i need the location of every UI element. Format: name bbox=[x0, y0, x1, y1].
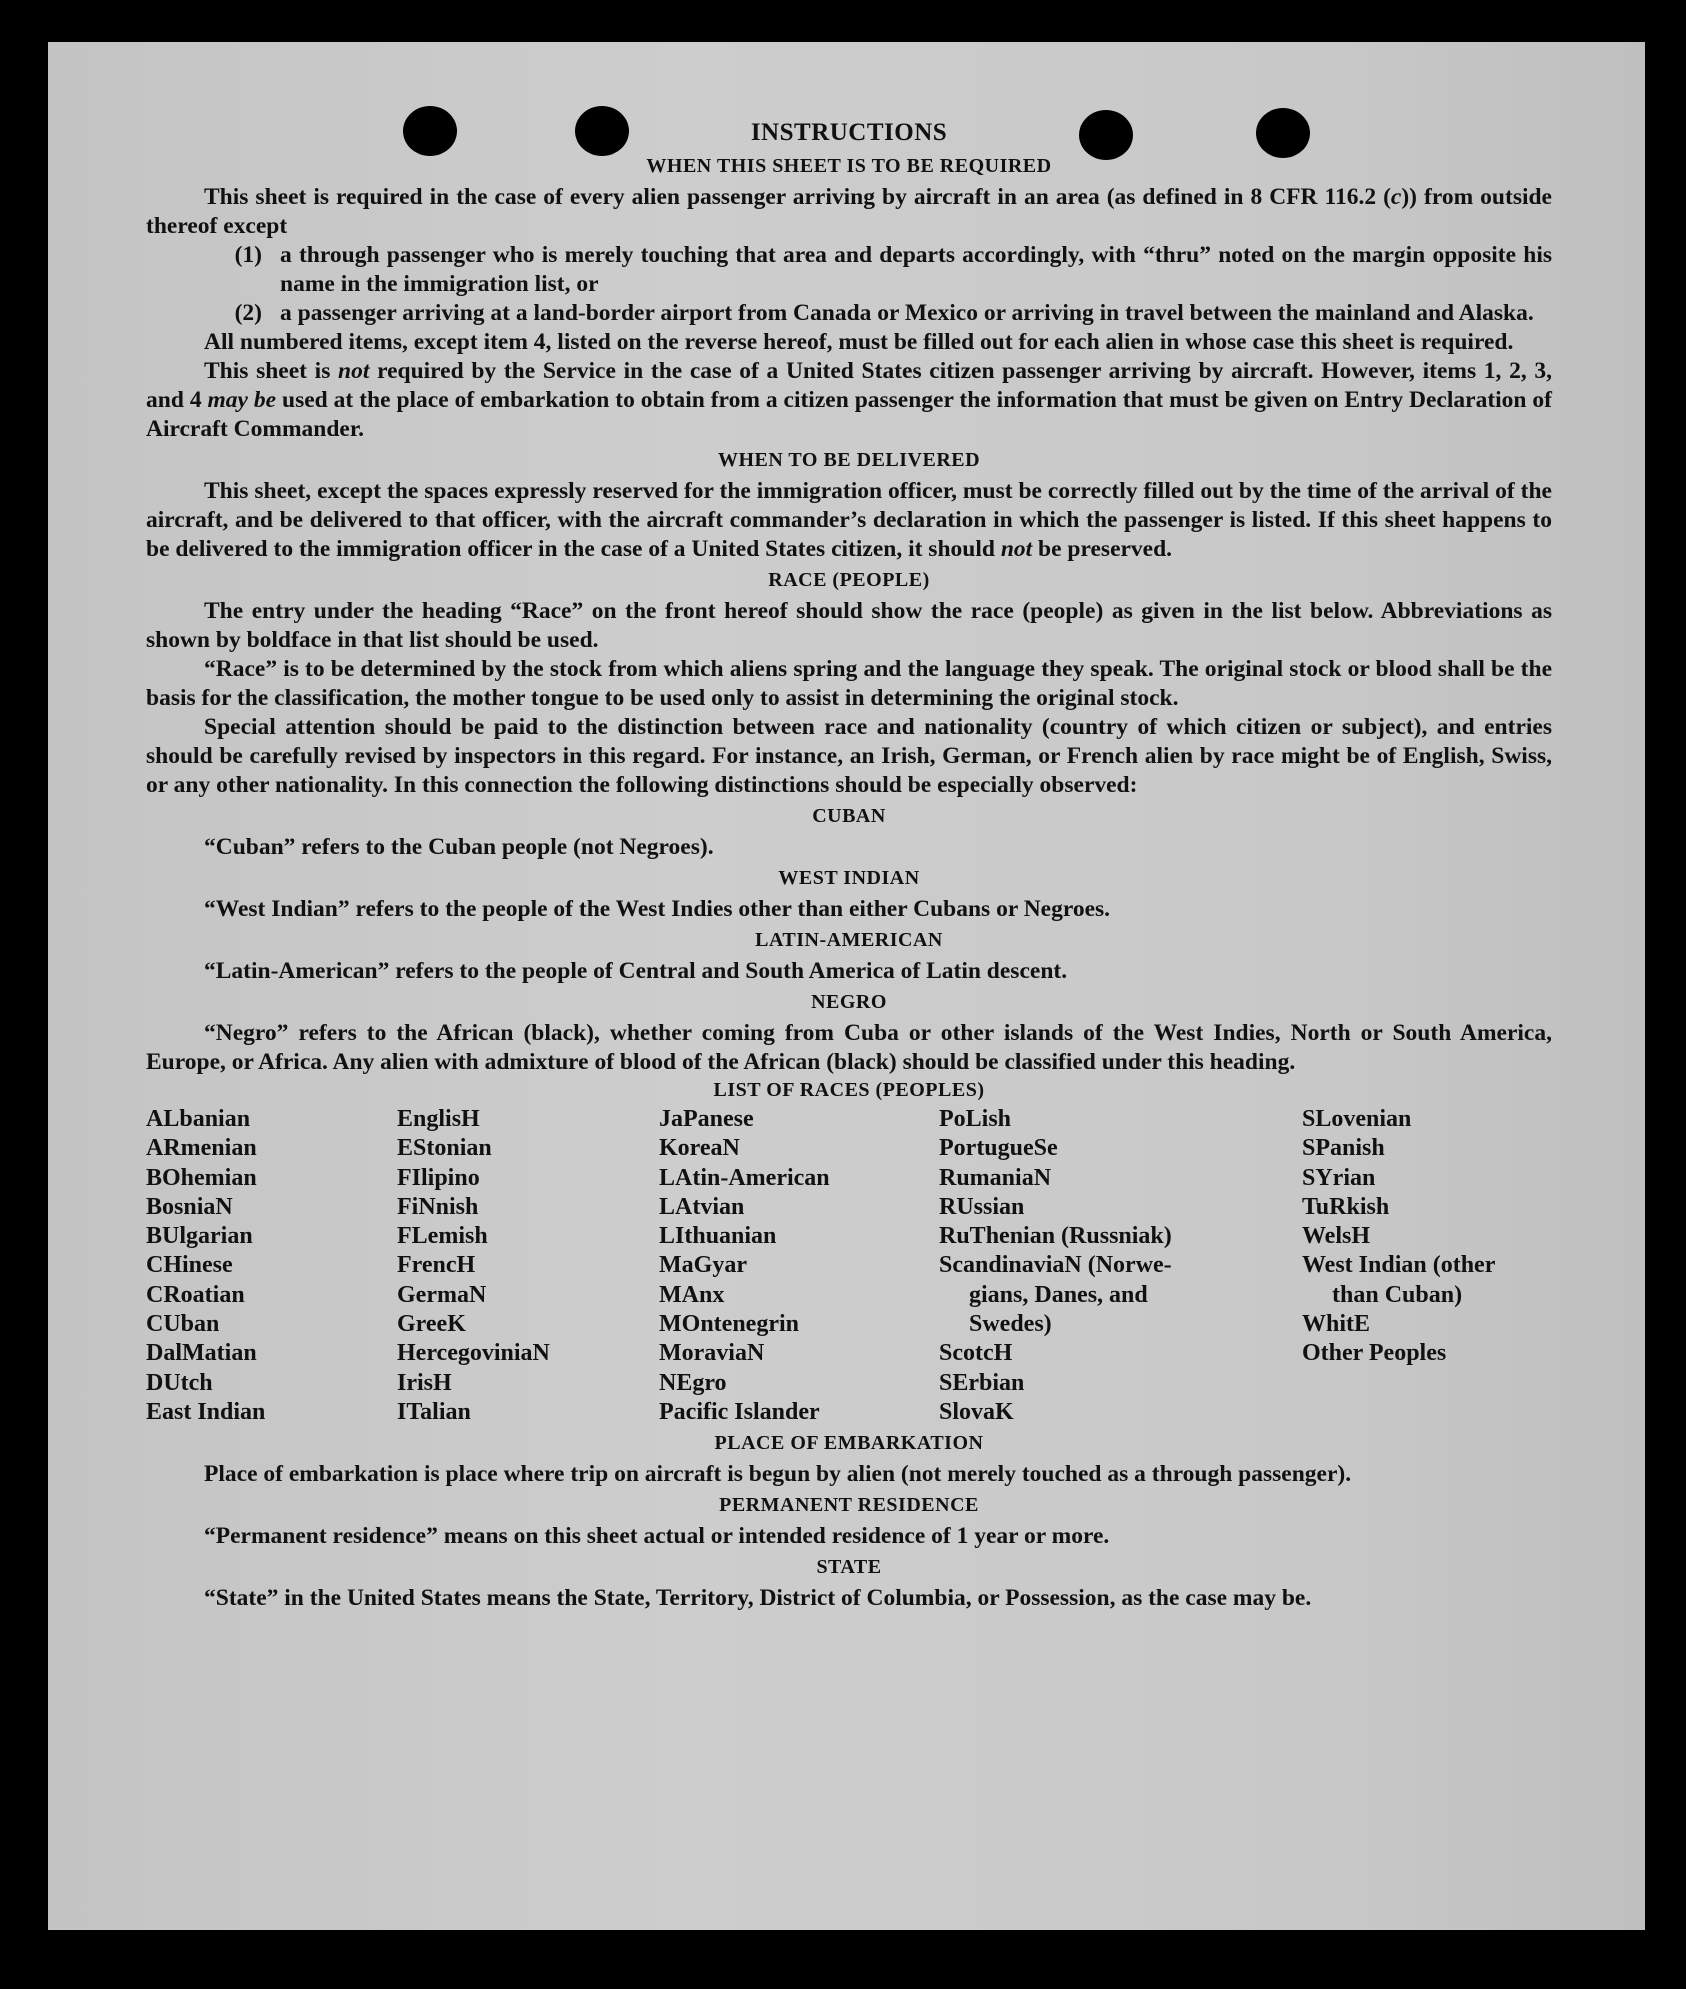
race-entry: WhitE bbox=[1302, 1311, 1371, 1338]
text: This sheet is required in the case of every alien passenger arriving by aircraft in an area (as defined in 8 CFR 116.2 ( bbox=[204, 184, 1391, 210]
races-column bbox=[1302, 1105, 1552, 1427]
race-entry: PoLish bbox=[939, 1106, 1012, 1132]
text: in that list should be used. bbox=[331, 627, 599, 653]
text: The entry under the heading “Race” on the front hereof should show the race (people) as given in the list below. Abbreviations as shown by bbox=[146, 598, 1552, 653]
race-entry: IrisH bbox=[397, 1369, 452, 1396]
text: c bbox=[1390, 184, 1402, 210]
item-text: a through passenger who is merely touching that area and departs accordingly, with “thru” noted on the margin opposite his name in the immigration list, or bbox=[280, 242, 1552, 297]
races-list bbox=[146, 1105, 1552, 1427]
race-entry: MoraviaN bbox=[659, 1340, 765, 1367]
race-entry: PortugueSe bbox=[939, 1135, 1058, 1162]
race-entry: Pacific Islander bbox=[659, 1398, 820, 1425]
races-column bbox=[659, 1105, 939, 1427]
race-entry: LIthuanian bbox=[659, 1223, 777, 1250]
race-entry: MAnx bbox=[659, 1281, 725, 1308]
race-entry: Other Peoples bbox=[1302, 1340, 1447, 1367]
race-entry: SPanish bbox=[1302, 1135, 1385, 1162]
race-entry: ScotcH bbox=[939, 1340, 1013, 1367]
paragraph: All numbered items, except item 4, listed on the reverse hereof, must be filled out for each alien in whose case this sheet is required. bbox=[204, 329, 1514, 355]
paragraph: Special attention should be paid to the distinction between race and nationality (country of which citizen or subject), and entries should be carefully revised by inspectors in this regard. For instance, an Irish, German, or French alien by race might be of English, Swiss, or any other nationality. In this connection the following distinctions should be especially observed: bbox=[146, 714, 1552, 798]
race-entry: CHinese bbox=[146, 1252, 233, 1279]
list-item bbox=[146, 299, 1552, 328]
text: This sheet, except the spaces expressly reserved for the immigration officer, must be correctly filled out by the time of the arrival of the aircraft, and be delivered to that officer, with the aircraft commander’s declaration in which the passenger is listed. If this sheet happens to be delivered to the immigration officer in the case of a United States citizen, it should bbox=[146, 478, 1552, 562]
race-entry: MOntenegrin bbox=[659, 1311, 799, 1338]
race-entry: SYrian bbox=[1302, 1164, 1376, 1191]
heading-state: STATE bbox=[816, 1556, 882, 1579]
race-entry: HercegoviniaN bbox=[397, 1340, 550, 1367]
race-entry: gians, Danes, and bbox=[969, 1281, 1148, 1308]
race-entry: SErbian bbox=[939, 1369, 1025, 1396]
text: be preserved. bbox=[1032, 536, 1173, 562]
race-entry: West Indian (other bbox=[1302, 1252, 1496, 1279]
races-column bbox=[397, 1105, 659, 1427]
race-entry: ALbanian bbox=[146, 1106, 251, 1132]
race-entry: FLemish bbox=[397, 1223, 488, 1250]
race-entry: ARmenian bbox=[146, 1135, 257, 1162]
race-entry: ITalian bbox=[397, 1398, 471, 1425]
paragraph: Place of embarkation is place where trip on aircraft is begun by alien (not merely touched as a through passenger). bbox=[204, 1461, 1352, 1488]
heading-list-of-races: LIST OF RACES (PEOPLES) bbox=[713, 1079, 985, 1101]
race-entry: CUban bbox=[146, 1311, 220, 1338]
race-entry: RuThenian (Russniak) bbox=[939, 1223, 1172, 1250]
text: This sheet is bbox=[204, 358, 339, 384]
races-column bbox=[146, 1105, 397, 1427]
races-column bbox=[939, 1105, 1302, 1427]
paragraph: “State” in the United States means the State, Territory, District of Columbia, or Possession, as the case may be. bbox=[204, 1585, 1312, 1612]
text: not bbox=[338, 358, 370, 384]
text: may be bbox=[207, 387, 277, 413]
race-entry: RumaniaN bbox=[939, 1164, 1052, 1191]
race-entry: GermaN bbox=[397, 1281, 487, 1308]
race-entry: East Indian bbox=[146, 1398, 266, 1425]
heading-when-delivered: WHEN TO BE DELIVERED bbox=[717, 449, 981, 471]
race-entry: Swedes) bbox=[969, 1311, 1052, 1338]
list-item bbox=[146, 241, 1552, 299]
race-entry: BUlgarian bbox=[146, 1223, 253, 1250]
race-entry: DalMatian bbox=[146, 1340, 257, 1367]
race-entry: BosniaN bbox=[146, 1193, 233, 1220]
instructions-content bbox=[146, 116, 1552, 1613]
paragraph bbox=[146, 357, 1552, 444]
heading-west-indian: WEST INDIAN bbox=[778, 867, 920, 889]
race-entry: ScandinaviaN (Norwe- bbox=[939, 1252, 1172, 1279]
race-entry: GreeK bbox=[397, 1311, 466, 1338]
item-text: a passenger arriving at a land-border airport from Canada or Mexico or arriving in travel between the mainland and Alaska. bbox=[280, 300, 1534, 326]
race-entry: CRoatian bbox=[146, 1281, 245, 1308]
item-number: (2) bbox=[234, 300, 262, 326]
race-entry: JaPanese bbox=[659, 1106, 754, 1132]
paragraph bbox=[146, 597, 1552, 655]
text: boldface bbox=[246, 627, 332, 653]
heading-when-required: WHEN THIS SHEET IS TO BE REQUIRED bbox=[646, 155, 1052, 177]
race-entry: EnglisH bbox=[397, 1106, 480, 1132]
text: )) from outside thereof except bbox=[146, 184, 1552, 239]
race-entry: WelsH bbox=[1302, 1223, 1371, 1250]
text: used at the place of embarkation to obtain from a citizen passenger the information that must be given on Entry Declaration of Aircraft Commander. bbox=[146, 387, 1553, 442]
page-title: INSTRUCTIONS bbox=[750, 119, 948, 146]
race-entry: NEgro bbox=[659, 1369, 727, 1396]
heading-race: RACE (PEOPLE) bbox=[768, 569, 930, 591]
paragraph bbox=[146, 183, 1552, 241]
race-entry: KoreaN bbox=[659, 1135, 740, 1162]
race-entry: MaGyar bbox=[659, 1252, 747, 1279]
paragraph: “Cuban” refers to the Cuban people (not Negroes). bbox=[204, 834, 714, 860]
race-entry: FiNnish bbox=[397, 1193, 479, 1220]
paragraph: “West Indian” refers to the people of the West Indies other than either Cubans or Negroes. bbox=[204, 896, 1111, 922]
paragraph: “Race” is to be determined by the stock from which aliens spring and the language they speak. The original stock or blood shall be the basis for the classification, the mother tongue to be used only to assist in determining the original stock. bbox=[146, 656, 1552, 711]
paragraph: “Negro” refers to the African (black), whether coming from Cuba or other islands of the West Indies, North or South America, Europe, or Africa. Any alien with admixture of blood of the African (black) should be classified under this heading. bbox=[146, 1020, 1552, 1075]
race-entry: TuRkish bbox=[1302, 1193, 1390, 1220]
item-number: (1) bbox=[234, 242, 262, 268]
race-entry: SLovenian bbox=[1302, 1106, 1412, 1132]
race-entry: FrencH bbox=[397, 1252, 476, 1279]
heading-cuban: CUBAN bbox=[812, 805, 886, 827]
race-entry: SlovaK bbox=[939, 1398, 1014, 1425]
paragraph: “Latin-American” refers to the people of Central and South America of Latin descent. bbox=[204, 958, 1068, 984]
paragraph: “Permanent residence” means on this sheet actual or intended residence of 1 year or more. bbox=[204, 1523, 1110, 1550]
race-entry: than Cuban) bbox=[1332, 1281, 1463, 1308]
heading-negro: NEGRO bbox=[811, 991, 887, 1013]
heading-permanent-residence: PERMANENT RESIDENCE bbox=[719, 1494, 979, 1517]
race-entry: RUssian bbox=[939, 1193, 1025, 1220]
race-entry: LAtin-American bbox=[659, 1164, 830, 1191]
text: required by the Service in the case of a United States citizen passenger arriving by aircraft. However, items 1, 2, 3, and 4 bbox=[146, 358, 1553, 413]
race-entry: LAtvian bbox=[659, 1193, 745, 1220]
heading-latin-american: LATIN-AMERICAN bbox=[755, 929, 943, 951]
race-entry: EStonian bbox=[397, 1135, 492, 1162]
race-entry: DUtch bbox=[146, 1369, 213, 1396]
heading-place-of-embarkation: PLACE OF EMBARKATION bbox=[714, 1432, 984, 1455]
text: not bbox=[1000, 536, 1033, 562]
race-entry: BOhemian bbox=[146, 1164, 257, 1191]
paragraph bbox=[146, 477, 1552, 564]
race-entry: FIlipino bbox=[397, 1164, 480, 1191]
